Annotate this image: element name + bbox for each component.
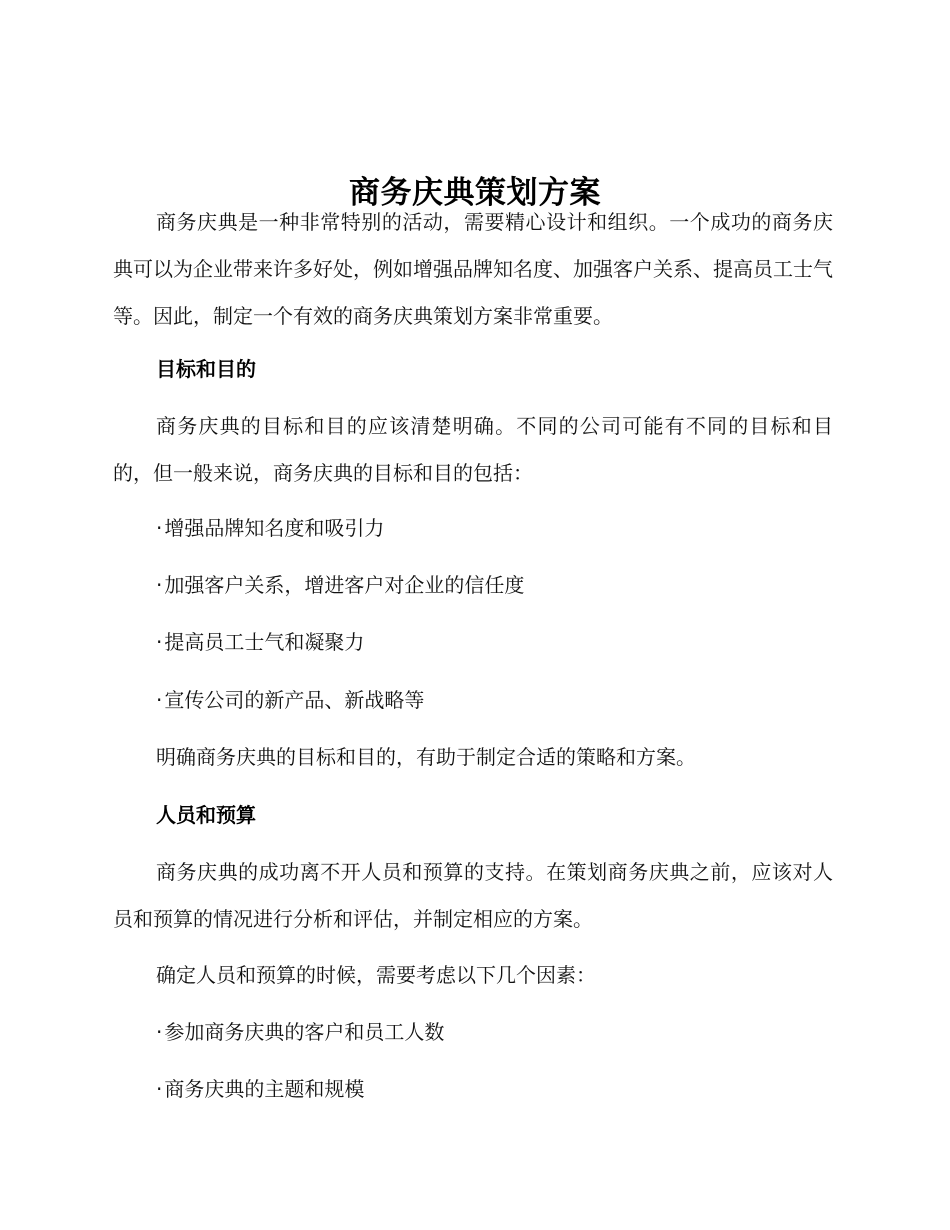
list-item-text: 参加商务庆典的客户和员工人数 — [164, 1020, 445, 1044]
goals-paragraph: 商务庆典的目标和目的应该清楚明确。不同的公司可能有不同的目标和目的，但一般来说，商务庆典的目标和目的包括： — [113, 414, 833, 485]
bullet-icon: · — [156, 1077, 163, 1101]
list-item-text: 加强客户关系，增进客户对企业的信任度 — [164, 573, 525, 597]
section-heading-goals: 目标和目的 — [156, 357, 256, 381]
bullet-icon: · — [156, 573, 163, 597]
bullet-icon: · — [156, 630, 163, 654]
list-item — [156, 1074, 364, 1104]
bullet-icon: · — [156, 1020, 163, 1044]
list-item — [156, 1017, 444, 1047]
list-item — [156, 627, 364, 657]
list-item-text: 商务庆典的主题和规模 — [164, 1077, 365, 1101]
people-budget-paragraph: 商务庆典的成功离不开人员和预算的支持。在策划商务庆典之前，应该对人员和预算的情况进行分析和评估，并制定相应的方案。 — [113, 860, 833, 931]
list-item — [156, 513, 384, 543]
list-item — [156, 570, 524, 600]
list-item-text: 提高员工士气和凝聚力 — [164, 630, 365, 654]
goals-conclusion: 明确商务庆典的目标和目的，有助于制定合适的策略和方案。 — [156, 745, 696, 769]
section-heading-people-budget: 人员和预算 — [156, 803, 256, 827]
document-title: 商务庆典策划方案 — [349, 174, 601, 211]
list-item-text: 增强品牌知名度和吸引力 — [164, 516, 385, 540]
list-item — [156, 685, 424, 715]
intro-paragraph: 商务庆典是一种非常特别的活动，需要精心设计和组织。一个成功的商务庆典可以为企业带来许多好处，例如增强品牌知名度、加强客户关系、提高员工士气等。因此，制定一个有效的商务庆典策划方案非常重要。 — [113, 210, 833, 328]
bullet-icon: · — [156, 688, 163, 712]
bullet-icon: · — [156, 516, 163, 540]
people-budget-lead: 确定人员和预算的时候，需要考虑以下几个因素： — [156, 963, 596, 987]
list-item-text: 宣传公司的新产品、新战略等 — [164, 688, 425, 712]
